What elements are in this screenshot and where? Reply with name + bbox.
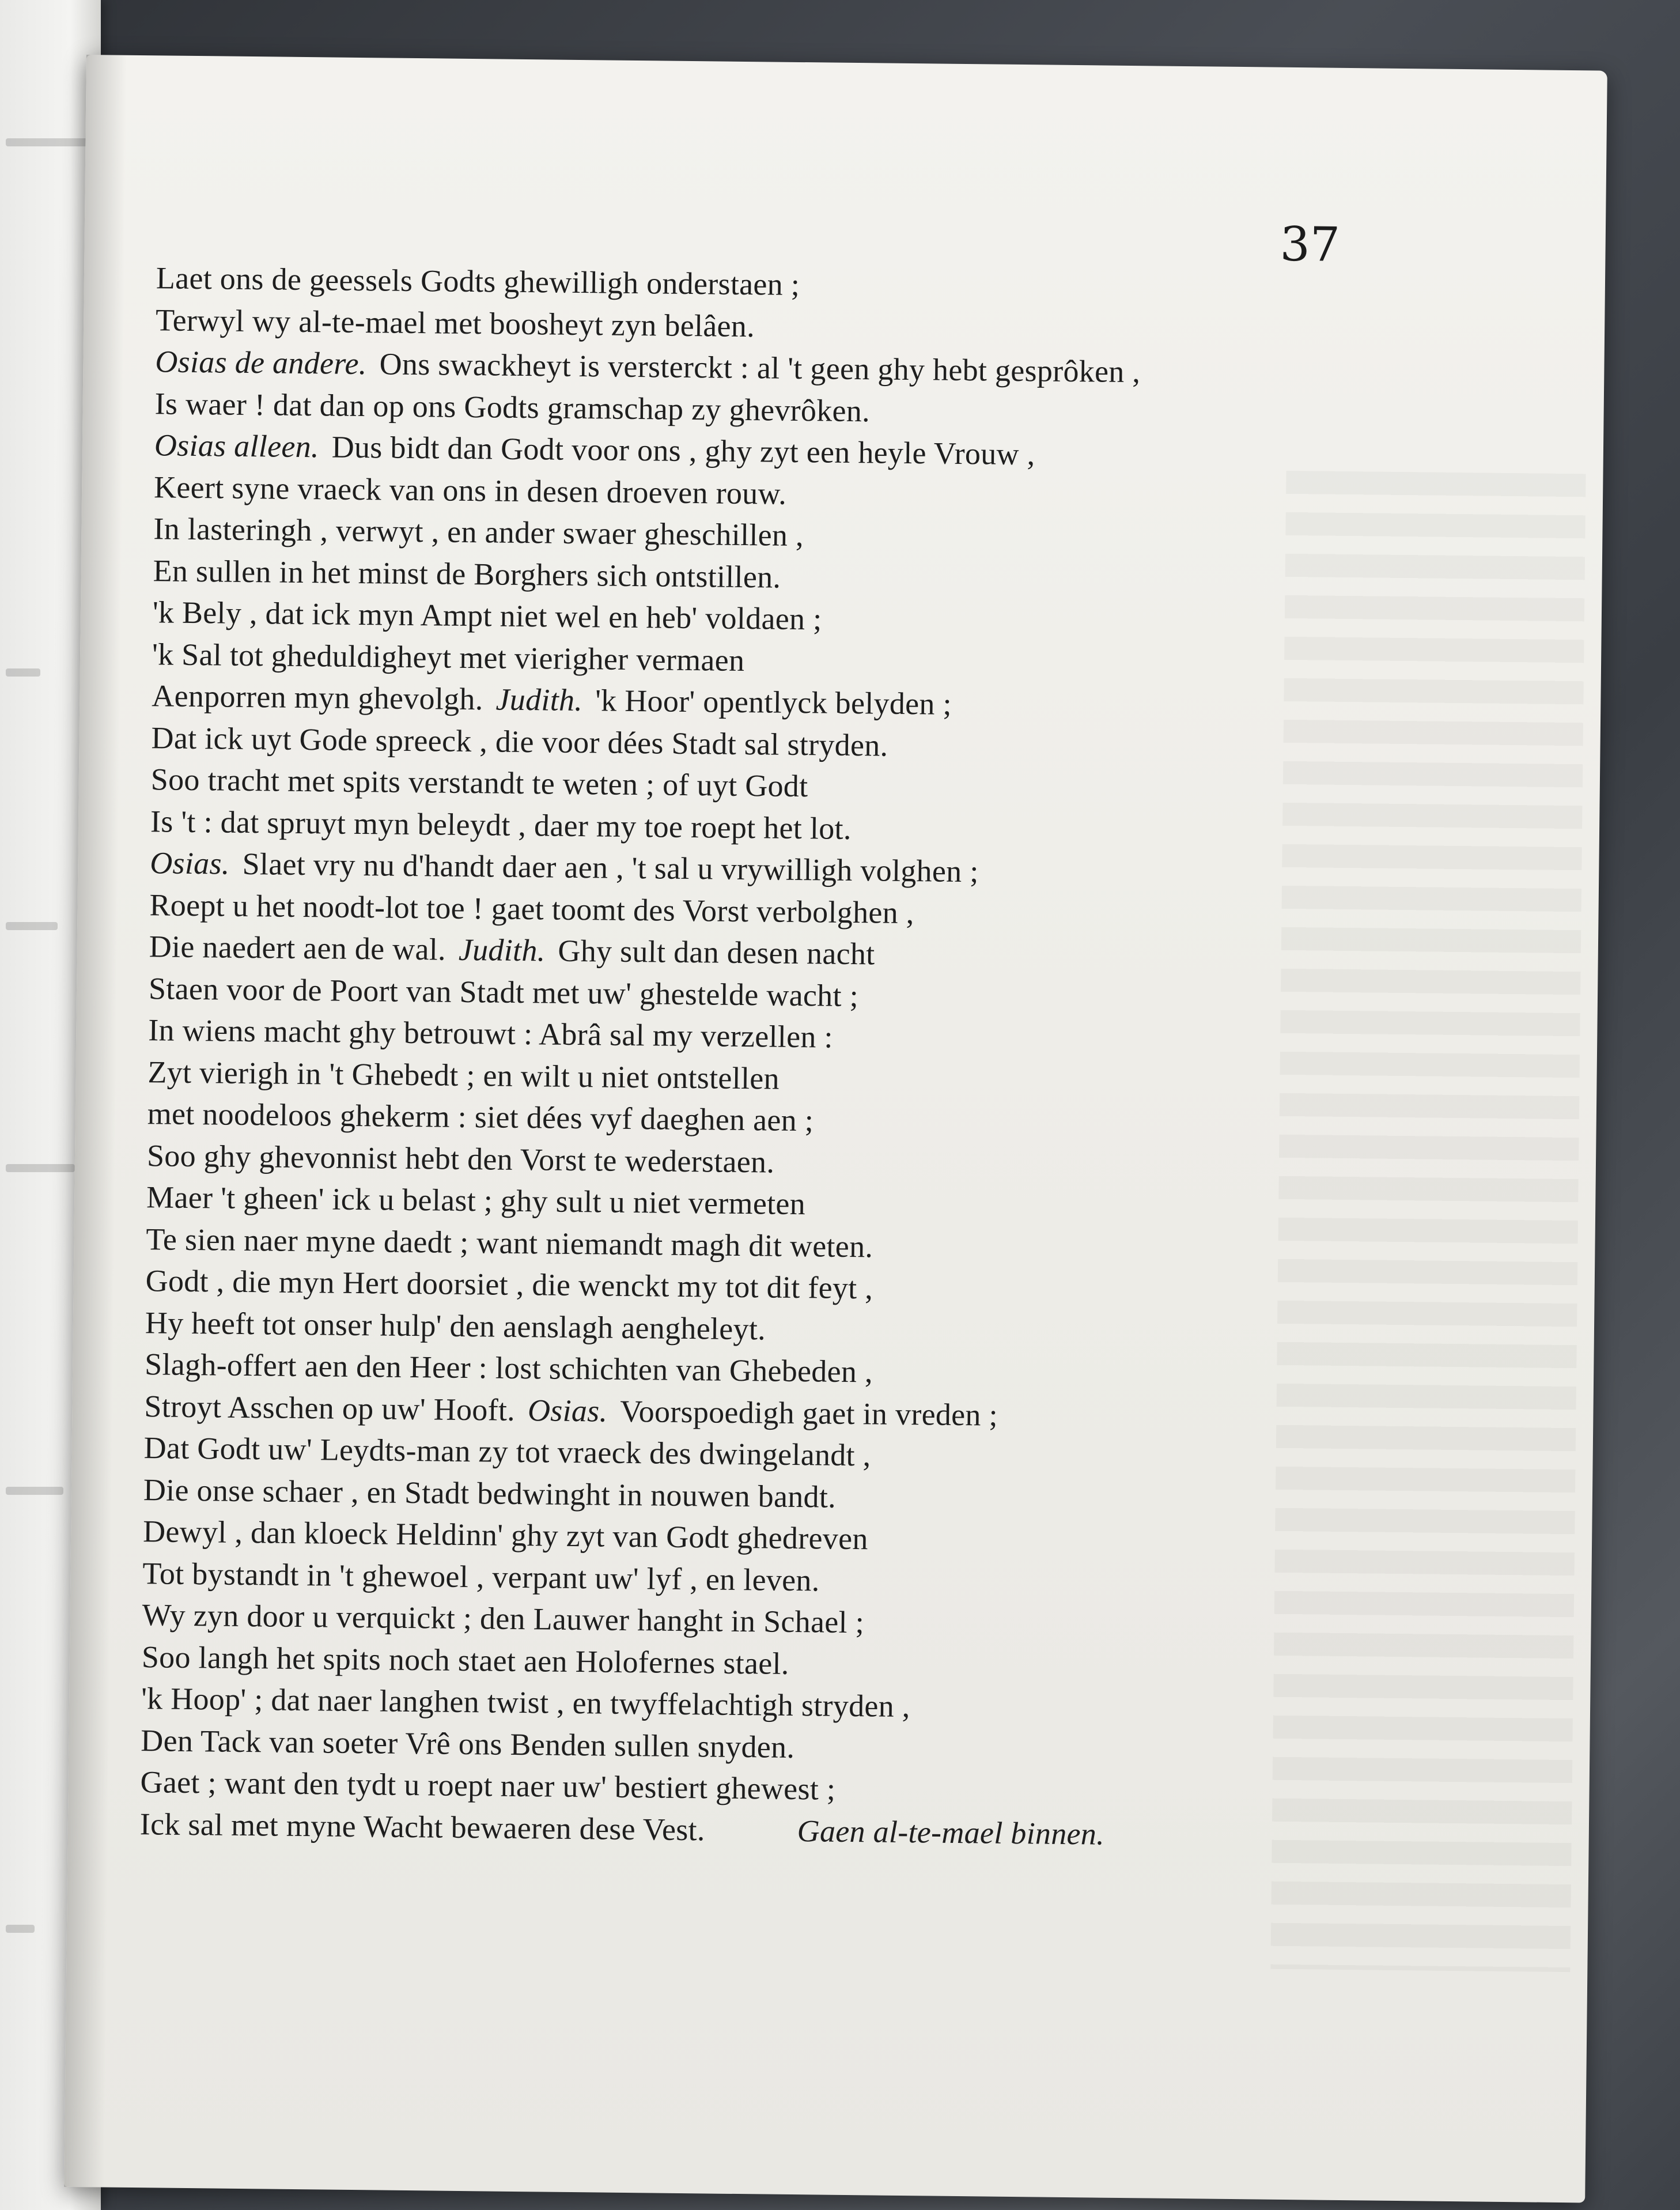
verse-text-span: Voorspoedigh gaet in vreden ;	[620, 1393, 998, 1433]
verse-text-span: Terwyl wy al-te-mael met boosheyt zyn belâen.	[155, 302, 755, 343]
bleed-mark	[6, 138, 92, 146]
bleed-mark	[6, 922, 58, 930]
page-number: 37	[1280, 217, 1341, 273]
verse-text-span: Tot bystandt in 't ghewoel , verpant uw' lyf , en leven.	[142, 1555, 820, 1597]
verse-text-span: 'k Sal tot gheduldigheyt met vierigher vermaen	[152, 636, 745, 678]
verse-text-span: Roept u het noodt-lot toe ! gaet toomt des Vorst verbolghen ,	[149, 887, 914, 930]
verse-text-span: Ons swackheyt is versterckt : al 't geen ghy hebt gesprôken ,	[379, 346, 1141, 390]
verse-text-span: met noodeloos ghekerm : siet dées vyf daeghen aen ;	[147, 1096, 814, 1138]
verse-text-span: Godt , die myn Hert doorsiet , die wenckt my tot dit feyt ,	[145, 1263, 873, 1306]
verse-text-span: Is 't : dat spruyt myn beleydt , daer my toe roept het lot.	[150, 803, 852, 846]
stage-direction: Gaen al-te-mael binnen.	[797, 1813, 1105, 1852]
verse-text-span: 'k Bely , dat ick myn Ampt niet wel en heb' voldaen ;	[152, 595, 822, 637]
verse-text-span: Die onse schaer , en Stadt bedwinght in nouwen bandt.	[143, 1472, 837, 1514]
verse-text-span: 'k Hoor' opentlyck belyden ;	[595, 683, 952, 721]
bleed-mark	[6, 668, 40, 677]
verse-text-span: Dus bidt dan Godt voor ons , ghy zyt een heyle Vrouw ,	[331, 429, 1035, 472]
verse-text-span: Dat Godt uw' Leydts-man zy tot vraeck des dwingelandt ,	[143, 1430, 871, 1473]
verse-text-span: Dewyl , dan kloeck Heldinn' ghy zyt van Godt ghedreven	[142, 1514, 869, 1557]
verse-text-span: Slagh-offert aen den Heer : lost schichten van Ghebeden ,	[144, 1347, 873, 1389]
bleed-mark	[6, 1164, 75, 1172]
verse-text-span: Hy heeft tot onser hulp' den aenslagh aengheleyt.	[145, 1305, 766, 1346]
verse-text-span: In lasteringh , verwyt , en ander swaer gheschillen ,	[153, 511, 804, 553]
verse-text-span: Ghy sult dan desen nacht	[558, 933, 875, 972]
verse-text-span: Stroyt Asschen op uw' Hooft.	[144, 1388, 516, 1427]
verse-text-span: Soo tracht met spits verstandt te weten ; of uyt Godt	[150, 762, 808, 804]
verse-text-span: In wiens macht ghy betrouwt : Abrâ sal my verzellen :	[147, 1013, 834, 1055]
verse-text	[139, 257, 1550, 1859]
verse-text-span: Aenporren myn ghevolgh.	[152, 678, 483, 717]
verse-text-span: Soo langh het spits noch staet aen Holofernes stael.	[141, 1639, 789, 1681]
book-page	[64, 55, 1607, 2203]
speaker-name: Osias.	[150, 845, 230, 881]
speaker-name: Judith.	[495, 682, 583, 718]
verse-text-span: Is waer ! dat dan op ons Godts gramschap zy ghevrôken.	[154, 386, 871, 428]
verse-text-span: Te sien naer myne daedt ; want niemandt magh dit weten.	[146, 1221, 873, 1264]
verse-text-span: Die naedert aen de wal.	[149, 929, 447, 967]
speaker-name: Osias de andere.	[155, 344, 367, 381]
verse-text-span: Maer 't gheen' ick u belast ; ghy sult u niet vermeten	[146, 1180, 806, 1222]
verse-text-span: Ick sal met myne Wacht bewaeren dese Vest.	[139, 1806, 706, 1847]
verse-text-span: Keert syne vraeck van ons in desen droeven rouw.	[153, 469, 787, 511]
speaker-name: Osias.	[527, 1392, 608, 1429]
speaker-name: Judith.	[458, 932, 546, 968]
verse-text-span: Wy zyn door u verquickt ; den Lauwer hanght in Schael ;	[142, 1597, 865, 1640]
verse-text-span: Gaet ; want den tydt u roept naer uw' bestiert ghewest ;	[140, 1765, 836, 1807]
bleed-mark	[6, 1925, 35, 1933]
verse-text-span: En sullen in het minst de Borghers sich ontstillen.	[153, 553, 781, 595]
verse-text-span: 'k Hoop' ; dat naer langhen twist , en twyffelachtigh stryden ,	[141, 1681, 910, 1724]
speaker-name: Osias alleen.	[154, 428, 320, 464]
verse-text-span: Staen voor de Poort van Stadt met uw' ghestelde wacht ;	[148, 970, 859, 1013]
verse-text-span: Soo ghy ghevonnist hebt den Vorst te wederstaen.	[146, 1138, 775, 1180]
verse-text-span: Zyt vierigh in 't Ghebedt ; en wilt u niet ontstellen	[147, 1054, 780, 1096]
verse-text-span: Slaet vry nu d'handt daer aen , 't sal u vrywilligh volghen ;	[242, 846, 979, 889]
verse-text-span: Laet ons de geessels Godts ghewilligh onderstaen ;	[156, 260, 800, 302]
verse-text-span: Den Tack van soeter Vrê ons Benden sullen snyden.	[141, 1722, 795, 1765]
verse-text-span: Dat ick uyt Gode spreeck , die voor dées Stadt sal stryden.	[151, 720, 888, 763]
bleed-mark	[6, 1487, 63, 1495]
